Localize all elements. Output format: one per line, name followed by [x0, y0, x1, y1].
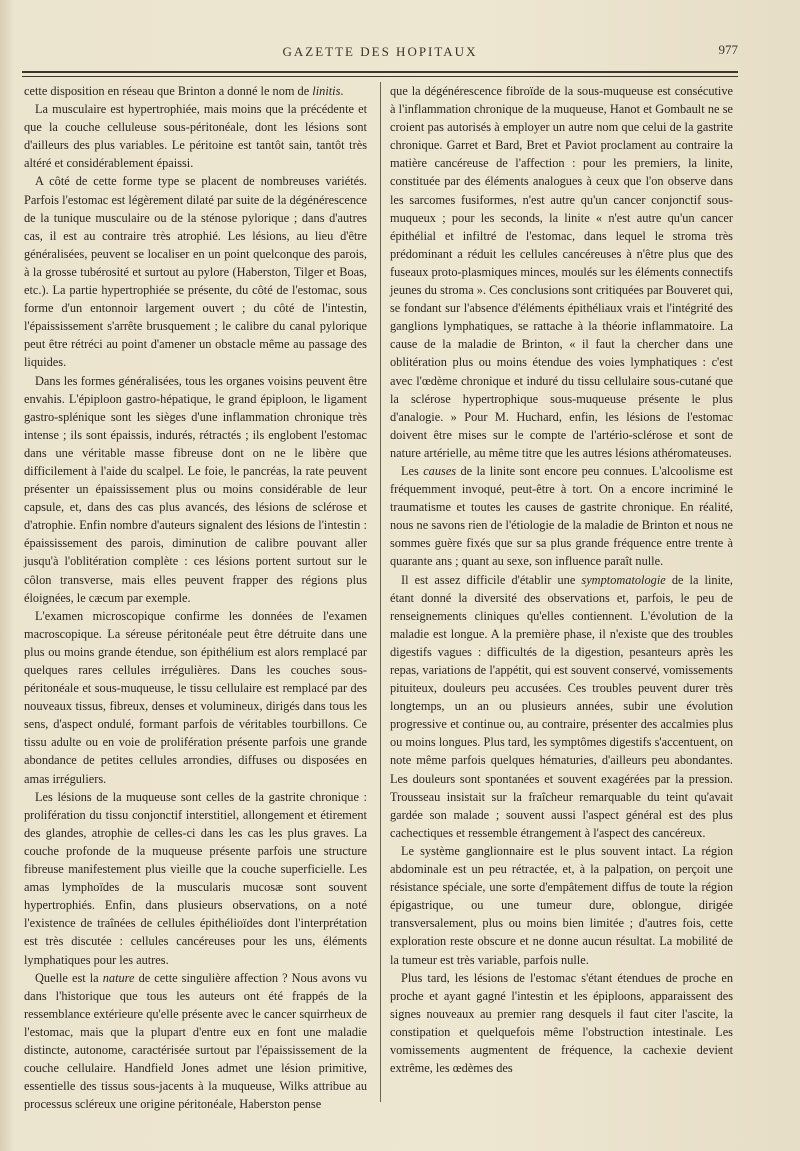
text-run: que la dégénérescence fibroïde de la sous-muqueuse est consécutive à l'inflammation chronique de la muqueuse, Hanot et Gombault ne se croient pas autorisés à employer un autre nom que celui de la gastrite chronique. Garret et Bard, Bret et Paviot proclament au contraire la matière cancéreuse de l'affection : pour les premiers, la linite, constituée par des éléments analogues à ceux que l'on observe dans les sarcomes fusiformes, n'est autre qu'un cancer conjonctif sous-muqueux ; pour les seconds, la linite « n'est autre qu'un cancer épithélial et infiltré de l'estomac, dans lequel le stroma très prédominant a réduit les cellules cancéreuses à n'être plus que des fuseaux proto-plasmiques minces, moulés sur les éléments connectifs jeunes du stroma ». Ces conclusions sont critiquées par Bouveret qui, se fondant sur l'absence d'éléments épithéliaux vrais et l'intégrité des ganglions lymphatiques, se rattache à la théorie inflammatoire. La cause de la maladie de Brinton, « il faut la chercher dans une oblitération plus ou moins étendue des voies lymphatiques : c'est avec l'œdème chronique et induré du tissu cellulaire sous-cutané que la sclérose hypertrophique sous-muqueuse présente le plus d'analogie. » Pour M. Huchard, enfin, les lésions de l'estomac doivent être mises sur le compte de l'artério-sclérose et sont de nature artérielle, au même titre que les autres lésions athéromateuses.	[390, 84, 733, 460]
paragraph	[24, 100, 367, 172]
text-run: L'examen microscopique confirme les données de l'examen macroscopique. La séreuse péritonéale peut être détruite dans une plus ou moins grande étendue, son épithélium est alors remplacé par quelques rares cellules irrégulières. Dans les couches sous-péritonéale et sous-muqueuse, le tissu cellulaire est remplacé par des nouveaux tissus, fibreux, denses et volumineux, dirigés dans tous les sens, d'aspect ondulé, formant parfois de véritables tourbillons. Ce tissu adulte ou en voie de prolifération présente parfois une grande abondance de petites cellules arrondies, diffuses ou disposées en amas irréguliers.	[24, 608, 367, 786]
italic-term: linitis	[312, 84, 341, 98]
paragraph	[24, 372, 367, 607]
text-run: Plus tard, les lésions de l'estomac s'étant étendues de proche en proche et ayant gagné l'intestin et les épiploons, apparaissent des signes nouveaux au premier rang desquels il faut citer l'ascite, la constipation et quelquefois même l'obstruction intestinale. Les vomissements augmentent de fréquence, la cachexie devient extrême, les œdèmes des	[390, 970, 733, 1076]
left-column	[24, 82, 367, 1112]
paragraph	[24, 788, 367, 969]
paragraph	[390, 571, 733, 842]
text-run: Dans les formes généralisées, tous les organes voisins peuvent être envahis. L'épiploon gastro-hépatique, le grand épiploon, le ligament gastro-splénique sont les sièges d'une inflammation chronique très intense ; ils sont épaissis, indurés, rétractés ; ils englobent l'estomac dans une véritable masse fibreuse dont on ne le libère que difficilement à l'aide du scalpel. Le foie, le pancréas, la rate peuvent présenter un épaississement plus ou moins considérable de leur capsule, et, dans des cas plus avancés, des lésions de sclérose et d'atrophie. Enfin nombre d'auteurs signalent des lésions de l'intestin : épaississement des parois, diminution de calibre pouvant aller jusqu'à l'oblitération complète : ces lésions portent surtout sur le côlon transverse, mais elles peuvent frapper des régions plus éloignées, le cæcum par exemple.	[24, 373, 367, 605]
text-run: Il est assez difficile d'établir une	[401, 572, 582, 587]
paragraph	[390, 842, 733, 969]
header-rule-thin	[22, 76, 738, 77]
paragraph	[24, 969, 367, 1114]
text-run: La musculaire est hypertrophiée, mais moins que la précédente et que la couche celluleuse sous-péritonéale, dont les lésions sont d'ailleurs des plus variables. Le péritoine est tantôt sain, tantôt très altéré et considérablement épaissi.	[24, 102, 367, 171]
paragraph	[24, 607, 367, 788]
page-header	[22, 40, 738, 64]
page-number: 977	[718, 42, 738, 57]
text-run: Le système ganglionnaire est le plus souvent intact. La région abdominale est un peu rétractée, et, à la palpation, on perçoit une résistance spéciale, une sorte d'empâtement diffus de toute la région épigastrique, ou une tumeur dure, oblongue, dirigée transversalement, plus ou moins bien limitée ; d'autres fois, cette exploration reste obscure et ne donne aucun résultat. La mobilité de la tumeur est très variable, parfois nulle.	[390, 843, 733, 967]
text-run: .	[340, 84, 344, 98]
text-run: A côté de cette forme type se placent de nombreuses variétés. Parfois l'estomac est légèrement dilaté par suite de la dégénérescence de la tunique musculaire ou de la sténose pylorique ; dans d'autres cas, il est au contraire très atrophié. Les lésions, au lieu d'être généralisées, peuvent se localiser en un point quelconque des parois, à la grosse tubérosité et surtout au pylore (Haberston, Tilger et Boas, etc.). La partie hypertrophiée se présente, du côté de l'estomac, sous forme d'un entonnoir largement ouvert ; du côté de l'intestin, l'épaississement s'arrête brusquement ; le calibre du canal pylorique peut être rétréci au point d'amener un obstacle même au passage des liquides.	[24, 174, 367, 370]
column-divider	[380, 82, 381, 1102]
paragraph	[390, 462, 733, 571]
italic-term: symptomatologie	[581, 572, 666, 587]
text-run: Les	[401, 463, 424, 478]
text-run: de la linite sont encore peu connues. L'alcoolisme est fréquemment invoqué, peut-être à tort. On a encore incriminé le traumatisme et toutes les causes de gastrite chronique. En réalité, nous ne savons rien de l'étiologie de la maladie de Brinton et nous ne sommes guère fixés que sur sa plus grande fréquence entre trente à quarante ans ; quant au sexe, son influence paraît nulle.	[390, 463, 733, 569]
italic-term: nature	[102, 970, 135, 985]
text-run: de cette singulière affection ? Nous avons vu dans l'historique que tous les auteurs ont été frappés de la ressemblance extérieure qu'elle présente avec le cancer squirrheux de l'estomac, mais que la plupart d'entre eux en font une maladie distincte, autonome, caractérisée surtout par l'épaississement de la couche cellulaire. Handfield Jones admet une lésion primitive, essentielle des tissus sous-jacents à la muqueuse, Wilks attribue au processus scléreux une origine péritonéale, Haberston pense	[24, 970, 367, 1112]
paragraph	[390, 82, 733, 462]
header-rule-thick	[22, 71, 738, 73]
italic-term: causes	[423, 463, 457, 478]
paragraph	[390, 969, 733, 1078]
paragraph	[24, 82, 367, 100]
text-run: de la linite, étant donné la diversité des observations et, parfois, le peu de renseignements cliniques qu'elles contiennent. L'évolution de la maladie est longue. A la première phase, il n'existe que des troubles digestifs vagues : difficultés de la digestion, pesanteurs après les repas, variations de l'appétit, qui est souvent conservé, vomissements pituiteux, douleurs peu accusées. Ces troubles peuvent durer très longtemps, un an ou plusieurs années, subir une évolution progressive et continue ou, au contraire, présenter des accalmies plus ou moins longues. Plus tard, les symptômes digestifs s'accentuent, on note même parfois quelques hématuries, d'ailleurs peu abondantes. Les douleurs sont spontanées et souvent exagérées par la pression. Trousseau insistait sur la fraîcheur remarquable du teint qu'avait gardée son malade ; souvent aussi l'aspect général est des plus cachectiques et ressemble étrangement à l'aspect des cancéreux.	[390, 572, 733, 840]
right-column	[390, 82, 733, 1102]
journal-title: GAZETTE DES HOPITAUX	[282, 44, 478, 59]
text-run: Quelle est la	[35, 970, 103, 985]
text-run: cette disposition en réseau que Brinton a donné le nom de	[24, 84, 313, 98]
text-run: Les lésions de la muqueuse sont celles de la gastrite chronique : prolifération du tissu conjonctif interstitiel, allongement et étirement des glandes, atrophie de celles-ci dans les cas les plus graves. La couche profonde de la muqueuse présente parfois une structure fibreuse manifestement plus vieille que la couche superficielle. Les amas lymphoïdes de la muscularis mucosæ sont souvent hypertrophiés. Enfin, dans plusieurs observations, on a noté l'existence de traînées de cellules épithélioïdes dont l'interprétation est très discutée : cellules cancéreuses pour les uns, éléments lymphatiques pour les autres.	[24, 789, 367, 967]
paragraph	[24, 172, 367, 371]
